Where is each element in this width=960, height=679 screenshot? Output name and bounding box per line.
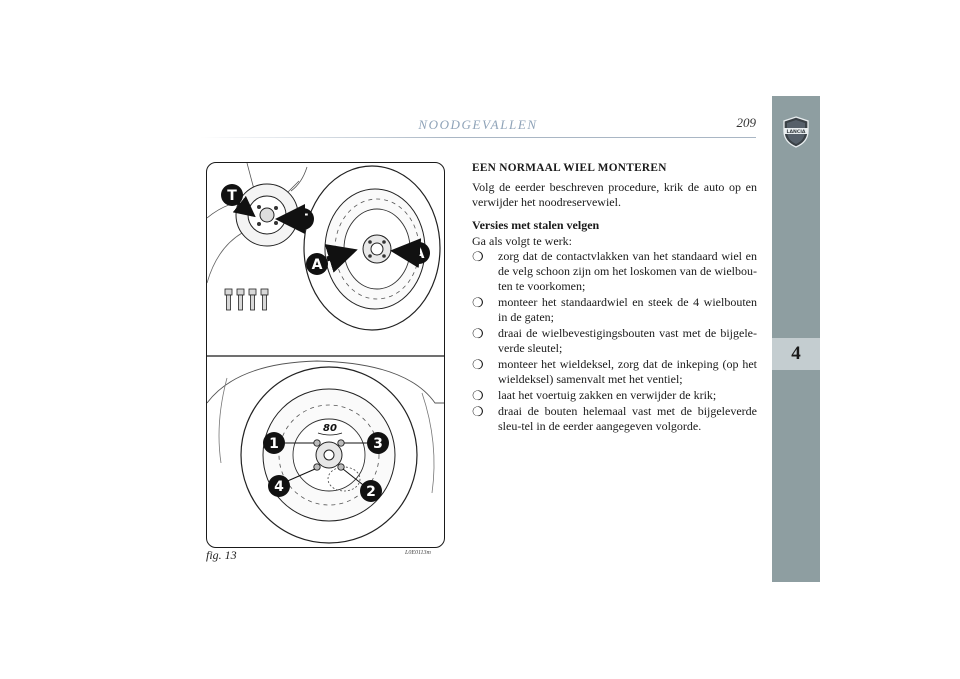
wheel-hub-drawing	[236, 184, 298, 246]
bullet-icon: ❍	[472, 295, 484, 310]
top-panel-hub-and-wheel	[207, 163, 440, 330]
list-item: ❍ draai de wielbevestigingsbouten vast met de bijgele-verde sleutel;	[472, 326, 757, 355]
content-column	[472, 161, 757, 435]
svg-text:3: 3	[373, 436, 383, 452]
callout-2	[360, 480, 382, 502]
list-item: ❍ monteer het standaardwiel en steek de 4 wielbouten in de gaten;	[472, 295, 757, 324]
callout-1	[263, 432, 285, 454]
chapter-number: 4	[772, 338, 820, 370]
steps-intro: Ga als volgt te werk:	[472, 234, 572, 248]
logo-text: LANCIA	[786, 129, 806, 135]
section-heading: EEN NORMAAL WIEL MONTEREN	[472, 162, 667, 174]
list-item: ❍ laat het voertuig zakken en verwijder de krik;	[472, 388, 717, 403]
bottom-panel-tightening-order	[207, 361, 444, 543]
svg-text:80: 80	[323, 423, 337, 434]
svg-text:A: A	[311, 257, 323, 273]
intro-paragraph: Volg de eerder beschreven procedure, krik de auto op en verwijder het noodreservewiel.	[472, 180, 757, 209]
list-item: ❍ monteer het wieldeksel, zorg dat de inkeping (op het wieldeksel) samenvalt met het ventiel;	[472, 357, 757, 386]
svg-text:T: T	[227, 188, 237, 204]
callout-4	[268, 475, 290, 497]
list-item: ❍ draai de bouten helemaal vast met de bijgeleverde sleu-tel in de eerder aangegeven volgorde.	[472, 404, 757, 433]
svg-text:4: 4	[274, 479, 284, 495]
svg-text:T: T	[298, 212, 308, 228]
header-divider	[200, 137, 756, 138]
callout-3	[367, 432, 389, 454]
subheading: Versies met stalen velgen	[472, 218, 600, 232]
mounted-wheel-drawing	[241, 367, 417, 543]
svg-text:A: A	[413, 246, 425, 262]
page-number: 209	[736, 115, 756, 130]
svg-text:2: 2	[366, 484, 376, 500]
steps-list	[472, 249, 757, 434]
running-header-title: NOODGEVALLEN	[418, 117, 538, 132]
bullet-icon: ❍	[472, 404, 484, 419]
figure-code: L0E0113m	[405, 550, 431, 556]
lancia-logo	[781, 115, 811, 149]
bullet-icon: ❍	[472, 326, 484, 341]
bullet-icon: ❍	[472, 388, 484, 403]
bullet-icon: ❍	[472, 249, 484, 264]
figure-caption: fig. 13	[206, 548, 237, 562]
figure-wheel-illustration	[206, 162, 445, 548]
wheel-bolts-drawing	[225, 289, 268, 310]
svg-text:1: 1	[269, 436, 279, 452]
list-item: ❍ zorg dat de contactvlakken van het standaard wiel en de velg schoon zijn om het loskomen van de wielbou-ten te voorkomen;	[472, 249, 757, 293]
bullet-icon: ❍	[472, 357, 484, 372]
